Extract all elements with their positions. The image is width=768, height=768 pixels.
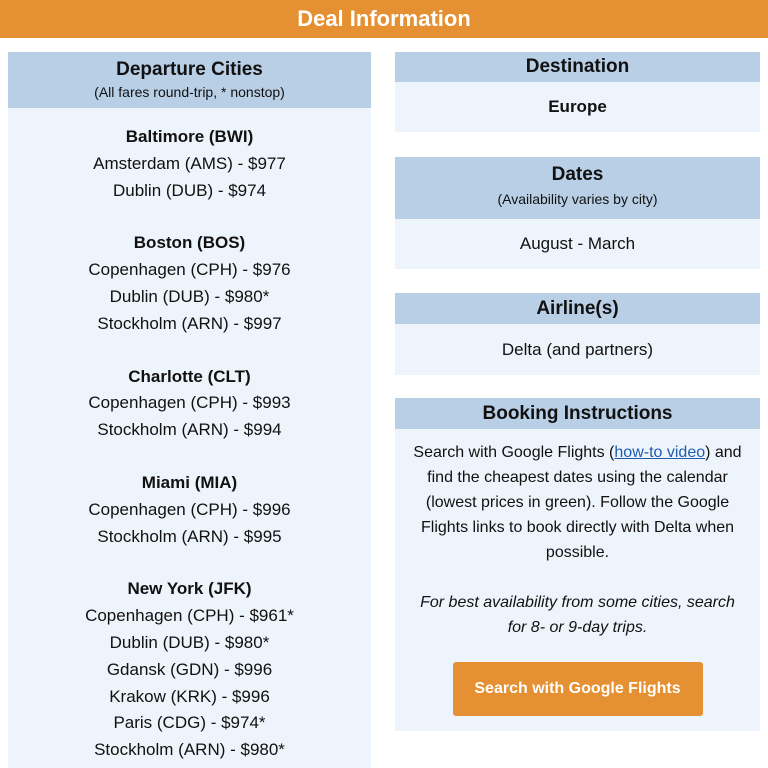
dates-panel [395,157,760,269]
route-fare: Dublin (DUB) - $974 [112,180,267,200]
route-fare: Copenhagen (CPH) - $996 [88,499,291,519]
route-fare: Dublin (DUB) - $980* [109,632,270,652]
departure-cities-subtitle: (All fares round-trip, * nonstop) [94,84,285,100]
destination-value: Europe [548,97,607,116]
airline-title: Airline(s) [536,298,619,319]
route-fare: Stockholm (ARN) - $980* [94,740,285,760]
destination-panel [395,52,760,132]
city-list [8,108,371,764]
city-name: New York (JFK) [127,579,252,599]
city-name: Miami (MIA) [141,472,238,492]
booking-availability-note: For best availability from some cities, search for 8- or 9-day trips. [420,594,735,636]
route-fare: Gdansk (GDN) - $996 [106,659,273,679]
airline-panel [395,293,760,375]
airline-value: Delta (and partners) [501,340,654,359]
dates-title: Dates [551,164,604,185]
route-fare: Amsterdam (AMS) - $977 [93,153,286,173]
booking-instructions-text [413,440,742,565]
city-block [8,230,371,337]
booking-text-after-link: ) and find the cheapest dates using the calendar (lowest prices in green). Follow the Google Flights links to book directly with Delta when possible. [420,444,742,561]
route-fare: Copenhagen (CPH) - $961* [85,606,294,626]
route-fare: Copenhagen (CPH) - $976 [88,260,291,280]
route-fare: Dublin (DUB) - $980* [109,286,270,306]
route-fare: Stockholm (ARN) - $997 [97,313,282,333]
booking-instructions-panel [395,398,760,731]
booking-instructions-title: Booking Instructions [482,403,673,424]
dates-value: August - March [519,234,636,253]
city-block [8,470,371,550]
route-fare: Copenhagen (CPH) - $993 [88,393,291,413]
city-block [8,576,371,764]
departure-cities-title: Departure Cities [116,59,263,80]
airline-header [395,293,760,324]
route-fare: Paris (CDG) - $974* [113,713,266,733]
destination-header [395,52,760,82]
city-block [8,364,371,444]
dates-subtitle: (Availability varies by city) [497,191,658,207]
departure-cities-panel [8,52,371,768]
city-name: Baltimore (BWI) [125,127,254,146]
booking-instructions-body [395,429,760,716]
route-fare: Krakow (KRK) - $996 [109,686,270,706]
how-to-video-link[interactable]: how-to video [614,444,706,461]
dates-header [395,157,760,219]
city-block [8,124,371,204]
departure-cities-header [8,52,371,108]
route-fare: Stockholm (ARN) - $994 [97,420,282,440]
deal-information-header: Deal Information [0,0,768,38]
route-fare: Stockholm (ARN) - $995 [97,526,282,546]
destination-title: Destination [525,56,630,77]
search-google-flights-button[interactable]: Search with Google Flights [453,662,703,716]
booking-text-before-link: Search with Google Flights ( [413,444,615,461]
city-name: Charlotte (CLT) [128,366,251,386]
booking-instructions-header [395,398,760,429]
city-name: Boston (BOS) [133,233,246,253]
